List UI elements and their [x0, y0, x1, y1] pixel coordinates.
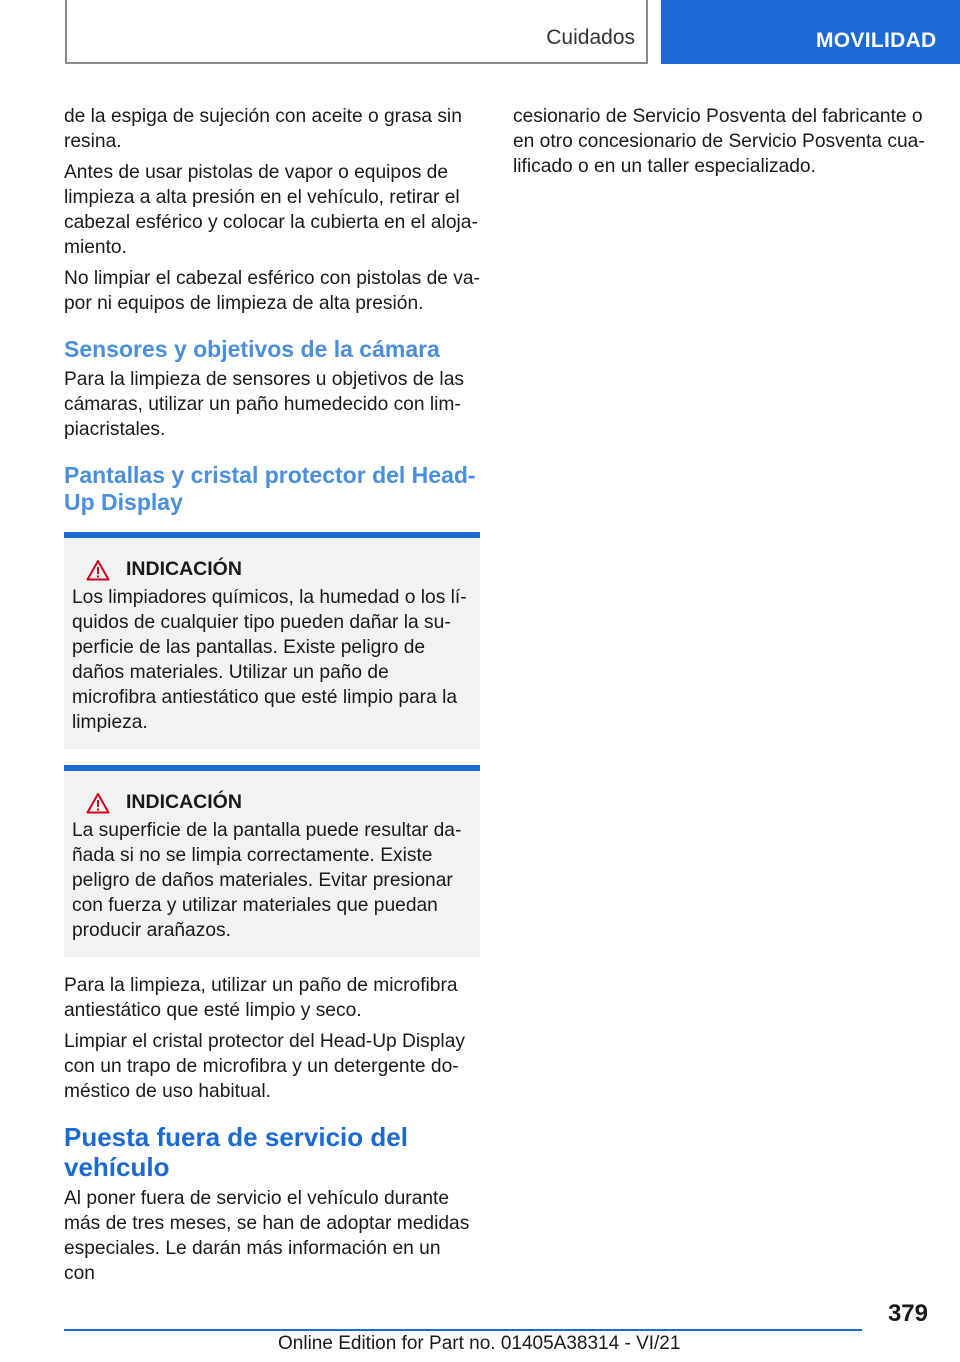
heading-pantallas: Pantallas y cristal protector del Head-Up Display — [64, 462, 476, 515]
left-column — [64, 104, 480, 1292]
notice-header — [72, 558, 474, 581]
warning-triangle-icon — [86, 792, 110, 814]
notice-text: La superficie de la pantalla puede resultar dañada si no se limpia correctamente. Existe peligro de daños materiales. Evitar presionar con fuerza y utilizar materiales que puedan producir arañazos. — [72, 820, 462, 941]
paragraph: Limpiar el cristal protector del Head-Up Display con un trapo de microfibra y un detergente doméstico de uso habitual. — [64, 1031, 465, 1102]
paragraph: de la espiga de sujeción con aceite o grasa sin resina. — [64, 106, 462, 152]
paragraph: Al poner fuera de servicio el vehículo durante más de tres meses, se han de adoptar medidas especiales. Le darán más información en un con — [64, 1188, 470, 1284]
heading-puesta-fuera-servicio: Puesta fuera de servicio del vehículo — [64, 1122, 408, 1182]
header-section-title: Cuidados — [546, 26, 635, 49]
warning-triangle-icon — [86, 559, 110, 581]
notice-title: INDICACIÓN — [126, 558, 242, 580]
paragraph: Para la limpieza, utilizar un paño de microfibra antiestático que esté limpio y seco. — [64, 975, 458, 1021]
header-chapter-tab[interactable]: MOVILIDAD — [661, 0, 960, 64]
page-number: 379 — [887, 1300, 928, 1327]
notice-box — [64, 765, 480, 957]
paragraph: Antes de usar pistolas de vapor o equipos de limpieza a alta presión en el vehículo, retirar el cabezal esférico y colocar la cubierta en el alojamiento. — [64, 162, 478, 258]
edition-footer: Online Edition for Part no. 01405A38314 - VI/21 — [278, 1333, 681, 1354]
right-column — [513, 104, 929, 185]
notice-title: INDICACIÓN — [126, 791, 242, 813]
notice-box — [64, 532, 480, 749]
notice-header — [72, 791, 474, 814]
paragraph: Para la limpieza de sensores u objetivos de las cámaras, utilizar un paño humedecido con limpiacristales. — [64, 369, 464, 440]
paragraph: cesionario de Servicio Posventa del fabricante o en otro concesionario de Servicio Posventa cualificado o en un taller especializado. — [513, 106, 925, 177]
footer-divider — [64, 1329, 862, 1331]
paragraph: No limpiar el cabezal esférico con pistolas de vapor ni equipos de limpieza de alta presión. — [64, 268, 480, 314]
notice-text: Los limpiadores químicos, la humedad o los líquidos de cualquier tipo pueden dañar la superficie de las pantallas. Existe peligro de daños materiales. Utilizar un paño de microfibra antiestático que esté limpio para la limpieza. — [72, 587, 467, 733]
heading-sensores: Sensores y objetivos de la cámara — [64, 336, 440, 362]
